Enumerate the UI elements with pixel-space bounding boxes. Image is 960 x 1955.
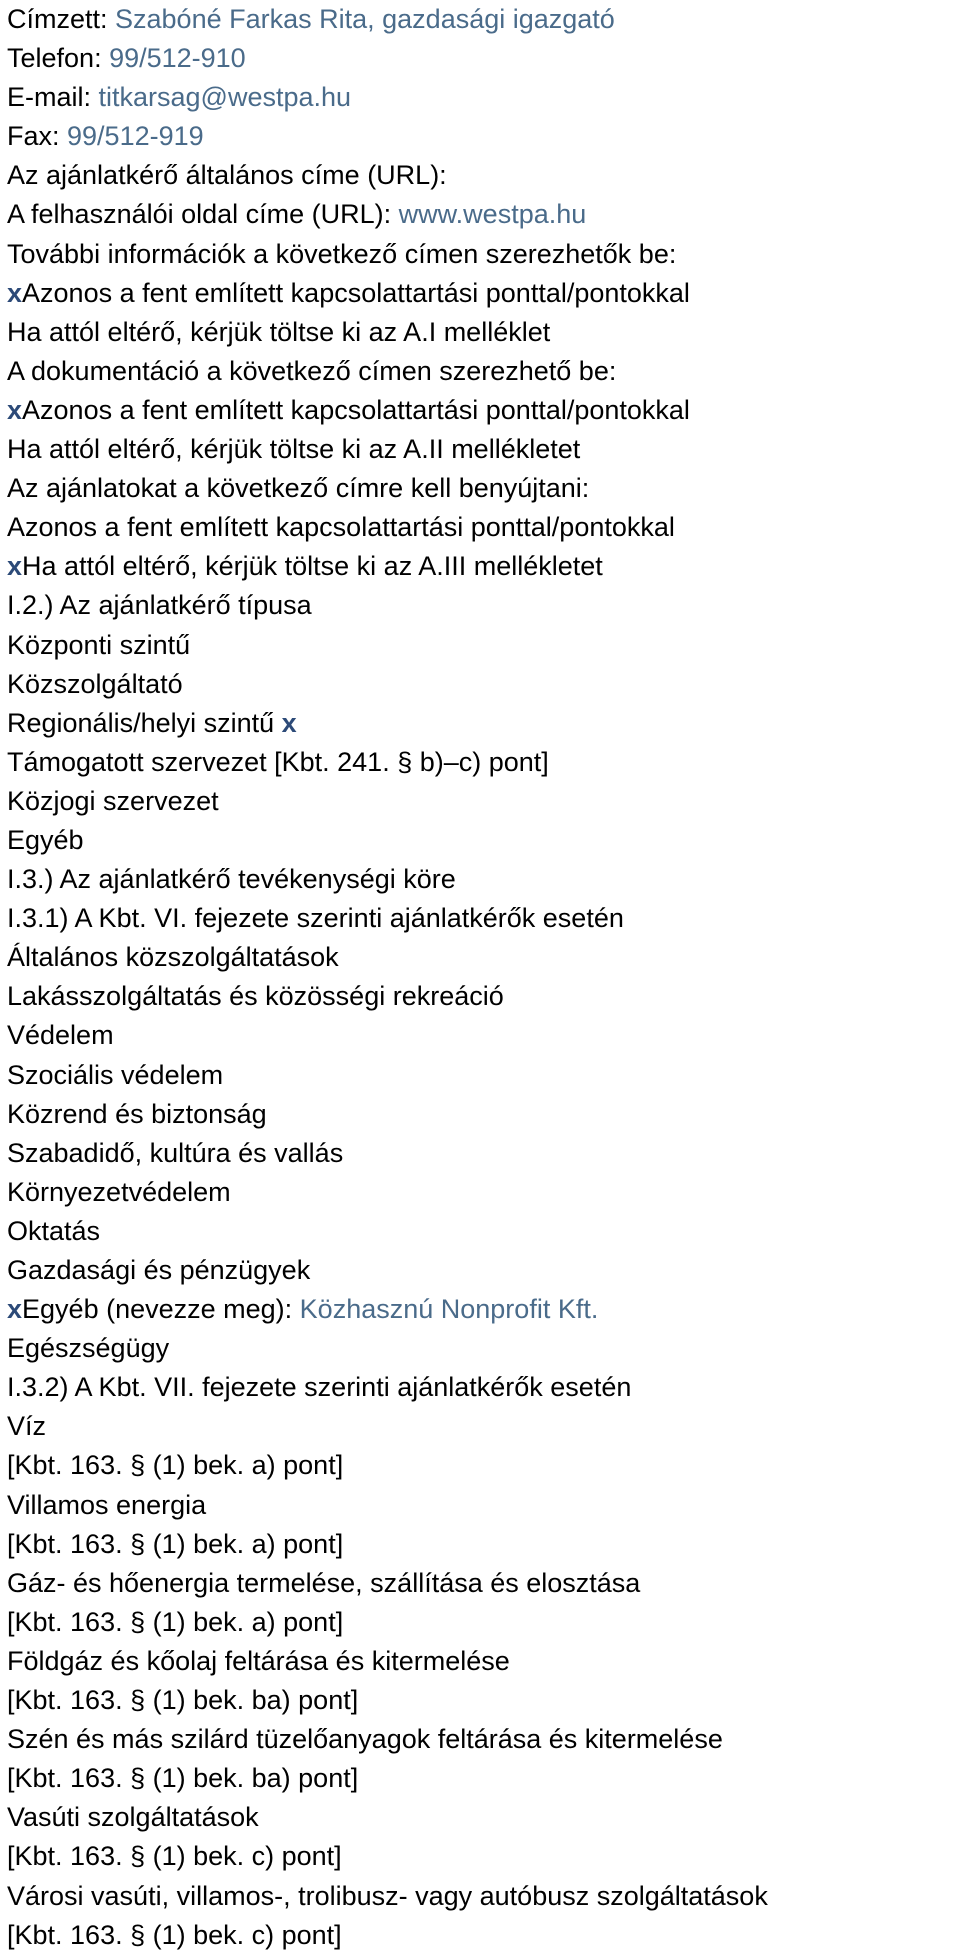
document-line <box>7 1877 957 1916</box>
document-line <box>7 508 957 547</box>
document-line <box>7 391 957 430</box>
line-text: Központi szintű <box>7 629 191 660</box>
line-text: Városi vasúti, villamos-, trolibusz- vagy autóbusz szolgáltatások <box>7 1880 768 1911</box>
line-text: A dokumentáció a következő címen szerezhető be: <box>7 355 617 386</box>
document-line <box>7 938 957 977</box>
document-line <box>7 469 957 508</box>
line-text: Szociális védelem <box>7 1059 224 1090</box>
line-text: Földgáz és kőolaj feltárása és kitermelése <box>7 1645 510 1676</box>
document-line <box>7 1134 957 1173</box>
document-line <box>7 156 957 195</box>
line-text: Szén és más szilárd tüzelőanyagok feltárása és kitermelése <box>7 1724 723 1755</box>
document-line <box>7 352 957 391</box>
line-text: Lakásszolgáltatás és közösségi rekreáció <box>7 981 504 1012</box>
document-page <box>7 0 957 1955</box>
document-line <box>7 235 957 274</box>
line-text: Az ajánlatkérő általános címe (URL): <box>7 160 447 191</box>
line-text: Az ajánlatokat a következő címre kell benyújtani: <box>7 473 590 504</box>
line-text: Azonos a fent említett kapcsolattartási ponttal/pontokkal <box>22 394 690 425</box>
document-line <box>7 1095 957 1134</box>
document-line <box>7 1368 957 1407</box>
document-line <box>7 430 957 469</box>
document-line <box>7 78 957 117</box>
filled-value: Szabóné Farkas Rita, gazdasági igazgató <box>115 4 615 34</box>
document-line <box>7 782 957 821</box>
document-line <box>7 977 957 1016</box>
document-line <box>7 1212 957 1251</box>
document-line <box>7 743 957 782</box>
selection-mark: x <box>7 1294 23 1325</box>
line-text: Fax: <box>7 121 68 152</box>
document-line <box>7 1329 957 1368</box>
line-text: Közszolgáltató <box>7 668 183 699</box>
document-line <box>7 313 957 352</box>
document-line <box>7 274 957 313</box>
filled-value: 99/512-919 <box>67 121 204 152</box>
line-text: I.3.1) A Kbt. VI. fejezete szerinti ajánlatkérők esetén <box>7 903 624 934</box>
document-line <box>7 586 957 625</box>
document-line <box>7 704 957 743</box>
document-line <box>7 1173 957 1212</box>
line-text: I.2.) Az ajánlatkérő típusa <box>7 590 312 621</box>
line-text: Gazdasági és pénzügyek <box>7 1255 311 1285</box>
document-line <box>7 1798 957 1837</box>
line-text: Ha attól eltérő, kérjük töltse ki az A.III mellékletet <box>22 551 603 582</box>
filled-value: titkarsag@westpa.hu <box>98 82 352 113</box>
filled-value: www.westpa.hu <box>398 199 587 230</box>
line-text: Védelem <box>7 1020 114 1051</box>
line-text: Közjogi szervezet <box>7 785 219 816</box>
line-text: [Kbt. 163. § (1) bek. a) pont] <box>7 1606 344 1637</box>
document-line <box>7 1525 957 1564</box>
document-line <box>7 1290 957 1329</box>
line-text: Villamos energia <box>7 1489 207 1520</box>
document-line <box>7 1681 957 1720</box>
document-line <box>7 1759 957 1798</box>
line-text: Víz <box>7 1411 47 1442</box>
line-text: Egyéb (nevezze meg): <box>22 1294 300 1325</box>
line-text: Általános közszolgáltatások <box>7 942 339 973</box>
line-text: Regionális/helyi szintű <box>7 707 282 738</box>
line-text: I.3.) Az ajánlatkérő tevékenységi köre <box>7 864 456 895</box>
document-line <box>7 1486 957 1525</box>
document-line <box>7 547 957 586</box>
document-line <box>7 899 957 938</box>
line-text: Egyéb <box>7 824 84 855</box>
line-text: A felhasználói oldal címe (URL): <box>7 199 399 230</box>
document-line <box>7 1056 957 1095</box>
document-line <box>7 1837 957 1876</box>
line-text: Gáz- és hőenergia termelése, szállítása és elosztása <box>7 1567 641 1598</box>
line-text: Vasúti szolgáltatások <box>7 1802 259 1833</box>
filled-value: 99/512-910 <box>109 43 246 74</box>
line-text: Azonos a fent említett kapcsolattartási ponttal/pontokkal <box>7 512 675 543</box>
document-line <box>7 1407 957 1446</box>
line-text: Azonos a fent említett kapcsolattartási ponttal/pontokkal <box>22 277 690 308</box>
document-line <box>7 821 957 860</box>
document-line <box>7 626 957 665</box>
document-line <box>7 0 957 39</box>
line-text: [Kbt. 163. § (1) bek. a) pont] <box>7 1450 344 1481</box>
document-line <box>7 39 957 78</box>
selection-mark: x <box>7 394 23 425</box>
document-line <box>7 1564 957 1603</box>
document-line <box>7 195 957 234</box>
document-line <box>7 1016 957 1055</box>
document-line <box>7 1446 957 1485</box>
line-text: Ha attól eltérő, kérjük töltse ki az A.II mellékletet <box>7 434 581 465</box>
document-line <box>7 1603 957 1642</box>
line-text: [Kbt. 163. § (1) bek. a) pont] <box>7 1528 344 1559</box>
line-text: Támogatott szervezet [Kbt. 241. § b)–c) pont] <box>7 746 549 777</box>
document-line <box>7 1720 957 1759</box>
document-line <box>7 1251 957 1290</box>
line-text: Szabadidő, kultúra és vallás <box>7 1137 344 1168</box>
line-text: Ha attól eltérő, kérjük töltse ki az A.I melléklet <box>7 316 551 347</box>
line-text: További információk a következő címen szerezhetők be: <box>7 238 677 269</box>
document-line <box>7 665 957 704</box>
line-text: Környezetvédelem <box>7 1176 231 1207</box>
line-text: [Kbt. 163. § (1) bek. c) pont] <box>7 1841 342 1872</box>
line-text: [Kbt. 163. § (1) bek. c) pont] <box>7 1919 342 1950</box>
line-text: E-mail: <box>7 82 99 113</box>
document-line <box>7 860 957 899</box>
line-text: Oktatás <box>7 1215 101 1246</box>
line-text: Közrend és biztonság <box>7 1098 267 1129</box>
selection-mark: x <box>7 551 23 582</box>
line-text: Címzett: <box>7 4 116 34</box>
line-text: [Kbt. 163. § (1) bek. ba) pont] <box>7 1685 359 1716</box>
selection-mark: x <box>281 707 297 738</box>
selection-mark: x <box>7 277 23 308</box>
document-line <box>7 1642 957 1681</box>
line-text: Telefon: <box>7 43 110 74</box>
document-line <box>7 1916 957 1955</box>
filled-value: Közhasznú Nonprofit Kft. <box>299 1294 599 1325</box>
line-text: I.3.2) A Kbt. VII. fejezete szerinti ajánlatkérők esetén <box>7 1372 632 1403</box>
line-text: Egészségügy <box>7 1333 170 1364</box>
document-line <box>7 117 957 156</box>
line-text: [Kbt. 163. § (1) bek. ba) pont] <box>7 1763 359 1794</box>
